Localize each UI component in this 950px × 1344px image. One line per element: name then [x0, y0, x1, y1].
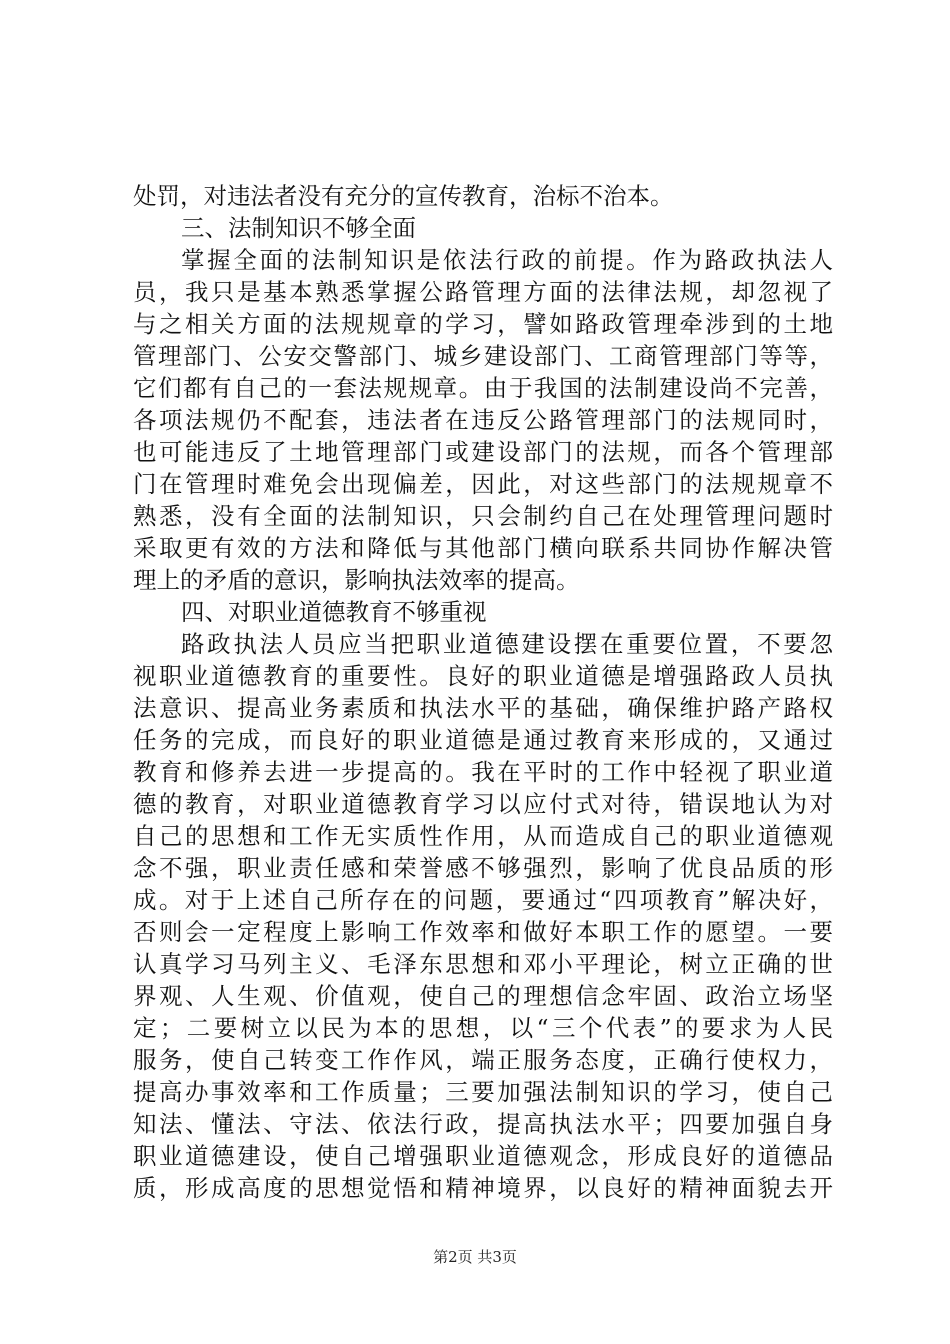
body-text-line: 管理部门、公安交警部门、城乡建设部门、工商管理部门等等，: [133, 342, 833, 370]
page-number-footer: 第2页 共3页: [433, 1248, 517, 1266]
body-text-line: 质，形成高度的思想觉悟和精神境界，以良好的精神面貌去开: [133, 1174, 833, 1202]
body-text-line: 理上的矛盾的意识，影响执法效率的提高。: [133, 566, 580, 594]
body-text-line: 成。对于上述自己所存在的问题，要通过“四项教育”解决好，: [133, 886, 833, 914]
body-text-line: 德的教育，对职业道德教育学习以应付式对待，错误地认为对: [133, 790, 833, 818]
body-text-line: 门在管理时难免会出现偏差，因此，对这些部门的法规规章不: [133, 470, 833, 498]
body-text-line: 否则会一定程度上影响工作效率和做好本职工作的愿望。一要: [133, 918, 833, 946]
body-text-line: 各项法规仍不配套，违法者在违反公路管理部门的法规同时，: [133, 406, 833, 434]
body-text-line: 界观、人生观、价值观，使自己的理想信念牢固、政治立场坚: [133, 982, 833, 1010]
section-heading-3: 三、法制知识不够全面: [181, 214, 416, 242]
body-text-line: 服务，使自己转变工作作风，端正服务态度，正确行使权力，: [133, 1046, 833, 1074]
body-text-line: 任务的完成，而良好的职业道德是通过教育来形成的，又通过: [133, 726, 833, 754]
body-text-line: 职业道德建设，使自己增强职业道德观念，形成良好的道德品: [133, 1142, 833, 1170]
body-text-line: 认真学习马列主义、毛泽东思想和邓小平理论，树立正确的世: [133, 950, 833, 978]
body-text-line: 自己的思想和工作无实质性作用，从而造成自己的职业道德观: [133, 822, 833, 850]
body-text-line: 处罚，对违法者没有充分的宣传教育，治标不治本。: [133, 182, 674, 210]
body-text-line: 法意识、提高业务素质和执法水平的基础，确保维护路产路权: [133, 694, 833, 722]
body-text-line: 知法、懂法、守法、依法行政，提高执法水平；四要加强自身: [133, 1110, 833, 1138]
body-text-line: 熟悉，没有全面的法制知识，只会制约自己在处理管理问题时: [133, 502, 833, 530]
body-text-line: 它们都有自己的一套法规规章。由于我国的法制建设尚不完善，: [133, 374, 833, 402]
body-text-line: 视职业道德教育的重要性。良好的职业道德是增强路政人员执: [133, 662, 833, 690]
body-text-line: 教育和修养去进一步提高的。我在平时的工作中轻视了职业道: [133, 758, 833, 786]
body-text-line: 定；二要树立以民为本的思想，以“三个代表”的要求为人民: [133, 1014, 833, 1042]
body-text-line: 员，我只是基本熟悉掌握公路管理方面的法律法规，却忽视了: [133, 278, 833, 306]
body-text-line: 也可能违反了土地管理部门或建设部门的法规，而各个管理部: [133, 438, 833, 466]
body-text-line: 与之相关方面的法规规章的学习，譬如路政管理牵涉到的土地: [133, 310, 833, 338]
body-text-line: 采取更有效的方法和降低与其他部门横向联系共同协作解决管: [133, 534, 833, 562]
body-text-line: 路政执法人员应当把职业道德建设摆在重要位置，不要忽: [181, 630, 833, 658]
section-heading-4: 四、对职业道德教育不够重视: [181, 598, 487, 626]
body-text-line: 提高办事效率和工作质量；三要加强法制知识的学习，使自己: [133, 1078, 833, 1106]
body-text-line: 掌握全面的法制知识是依法行政的前提。作为路政执法人: [181, 246, 833, 274]
body-text-line: 念不强，职业责任感和荣誉感不够强烈，影响了优良品质的形: [133, 854, 833, 882]
